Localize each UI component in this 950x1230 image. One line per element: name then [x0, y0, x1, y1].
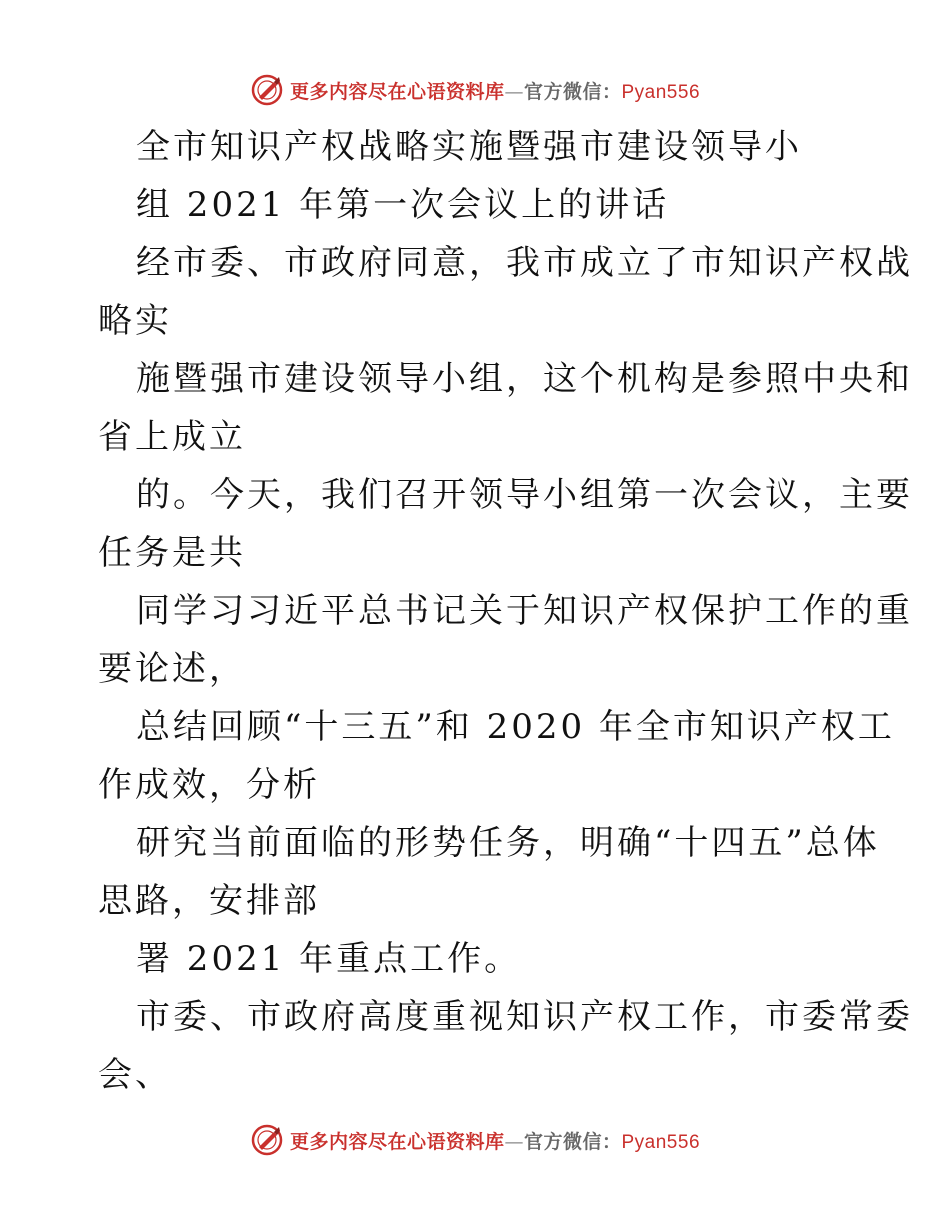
paragraph-line: 作成效，分析: [98, 765, 320, 805]
header-banner-content: [250, 73, 700, 107]
paragraph-line: 略实: [98, 301, 172, 341]
footer-banner: [0, 1120, 950, 1160]
paragraph-line: 省上成立: [98, 417, 246, 457]
paragraph-line: 全市知识产权战略实施暨强市建设领导小: [136, 127, 802, 167]
logo-icon: [250, 73, 284, 107]
paragraph-line: 思路，安排部: [98, 881, 320, 921]
paragraph-line: 组 2021 年第一次会议上的讲话: [136, 185, 670, 225]
paragraph-line: 的。今天，我们召开领导小组第一次会议，主要: [136, 475, 913, 515]
paragraph-line: 要论述，: [98, 649, 246, 689]
paragraph-line: 署 2021 年重点工作。: [136, 939, 522, 979]
paragraph-line: 市委、市政府高度重视知识产权工作，市委常委: [136, 997, 913, 1037]
logo-icon: [250, 1123, 284, 1157]
document-body: [98, 118, 913, 1104]
paragraph-line: 研究当前面临的形势任务，明确“十四五”总体: [136, 823, 880, 863]
paragraph-line: 总结回顾“十三五”和 2020 年全市知识产权工: [136, 707, 895, 747]
paragraph-line: 会、: [98, 1055, 172, 1095]
paragraph-line: 同学习习近平总书记关于知识产权保护工作的重: [136, 591, 913, 631]
banner-text: 更多内容尽在心语资料库—官方微信：Pyan556: [289, 1130, 701, 1153]
paragraph-line: 经市委、市政府同意，我市成立了市知识产权战: [136, 243, 913, 283]
paragraph-line: 任务是共: [98, 533, 246, 573]
paragraph-line: 施暨强市建设领导小组，这个机构是参照中央和: [136, 359, 913, 399]
footer-banner-content: [250, 1123, 700, 1157]
banner-text: 更多内容尽在心语资料库—官方微信：Pyan556: [289, 80, 701, 103]
header-banner: [0, 70, 950, 110]
